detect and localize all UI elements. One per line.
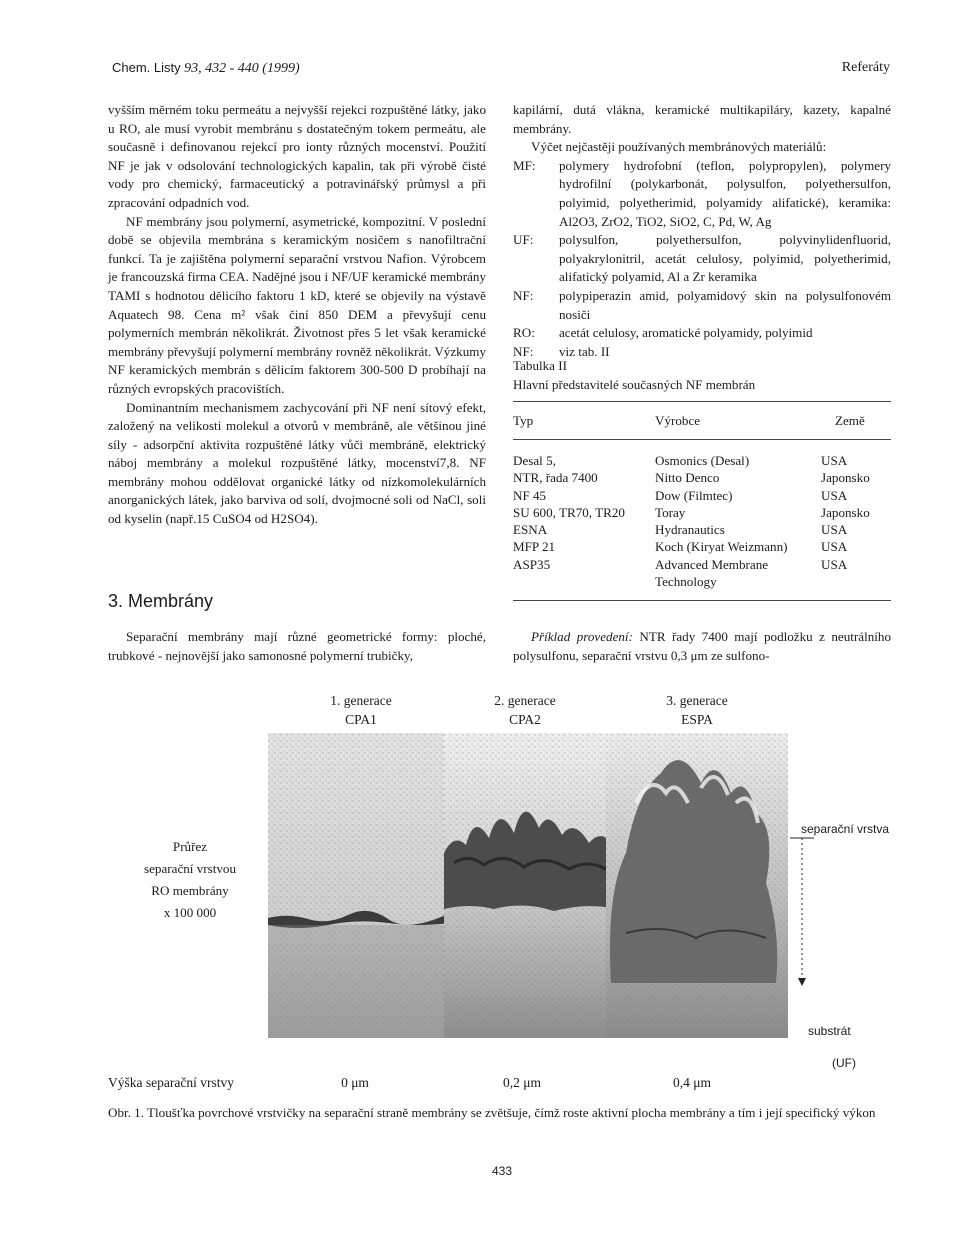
table-header-maker: Výrobce bbox=[655, 413, 701, 428]
section-heading: 3. Membrány bbox=[108, 591, 214, 611]
table-cell: SU 600, TR70, TR20 bbox=[513, 504, 625, 520]
paragraph: Výčet nejčastěji používaných membránových materiálů: bbox=[531, 139, 827, 155]
material-text: polypiperazin amid, polyamidový skin na polysulfonovém nosiči bbox=[559, 287, 891, 322]
material-key: RO: bbox=[513, 325, 535, 341]
substrate-sub-label: (UF) bbox=[832, 1056, 856, 1070]
side-label-line: Průřez bbox=[172, 839, 208, 854]
micrograph-espa bbox=[606, 733, 788, 1038]
table-cell: Dow (Filmtec) bbox=[655, 487, 733, 503]
materials-list bbox=[513, 157, 891, 362]
micrograph-figure bbox=[268, 733, 788, 1038]
separation-layer-label: separační vrstva bbox=[800, 822, 890, 836]
height-value: 0 μm bbox=[341, 1075, 369, 1090]
material-text: acetát celulosy, aromatické polyamidy, polyimid bbox=[559, 325, 813, 341]
material-key: NF: bbox=[513, 343, 534, 359]
table-cell: Japonsko bbox=[821, 504, 870, 520]
list-item bbox=[513, 287, 891, 324]
table-cell: Japonsko bbox=[821, 470, 870, 486]
table-cell: Koch (Kiryat Weizmann) bbox=[655, 539, 788, 555]
side-label-line: separační vrstvou bbox=[144, 861, 236, 876]
example-label: Příklad provedení: bbox=[531, 629, 633, 644]
running-header bbox=[112, 60, 300, 77]
figure-side-label bbox=[120, 836, 260, 924]
height-value: 0,4 μm bbox=[673, 1075, 711, 1090]
table-cell: MFP 21 bbox=[513, 539, 556, 555]
table-cell: USA bbox=[821, 487, 848, 503]
example-paragraph bbox=[513, 628, 891, 665]
table-header-type: Typ bbox=[513, 413, 534, 428]
membrane-name: CPA1 bbox=[345, 712, 377, 727]
table-rule-bottom bbox=[513, 600, 891, 601]
table-header-country: Země bbox=[835, 413, 865, 428]
citation: 93, 432 - 440 (1999) bbox=[184, 61, 300, 76]
side-label-line: x 100 000 bbox=[163, 905, 217, 920]
left-column bbox=[108, 101, 486, 529]
material-key: UF: bbox=[513, 232, 534, 248]
table-cell: Osmonics (Desal) bbox=[655, 453, 750, 468]
right-column bbox=[513, 101, 891, 361]
membrane-name: CPA2 bbox=[509, 712, 541, 727]
table-cell: USA bbox=[821, 522, 848, 538]
material-text: polymery hydrofobní (teflon, polypropylen), polymery hydrofilní (polykarbonát, polysulfon, polyethersulfon, polyimid, polyetherimid, polyamidy alifatické), keramika: Al2O3, ZrO2, TiO2, SiO2, C, Pd, W, Ag bbox=[559, 157, 891, 229]
generation-label: 2. generace bbox=[494, 693, 556, 708]
table-rule-mid bbox=[513, 439, 891, 440]
table-cell: NF 45 bbox=[513, 487, 547, 503]
table-row bbox=[513, 504, 891, 521]
paragraph: NF membrány jsou polymerní, asymetrické, kompozitní. V poslední době se objevila membrána s keramickým nosičem s nanofiltrační funkcí. Ta je zajištěna polymerní separační vrstvou Nafion. Výrobcem je francouzská firma CEA. Nadějné jsou i NF/UF keramické membrány TAMI s hodnotou dělicího faktoru 1 kD, které se objevily na výstavě Aquatech 98. Cena m² však činí 850 DEM a převyšují cenu polymerních membrán několikrát. Životnost přes 5 let však keramické membrány převyšují polymerní membrány rovněž několikrát. Výzkumy NF keramických membrán s dělicím faktorem 300-500 D probíhají na různých evropských pracovištích. bbox=[108, 213, 486, 396]
substrate-label: substrát bbox=[808, 1024, 851, 1038]
side-label-line: RO membrány bbox=[151, 883, 229, 898]
generation-label: 1. generace bbox=[330, 693, 392, 708]
material-text: viz tab. II bbox=[559, 343, 610, 359]
table-cell: Hydranautics bbox=[655, 522, 725, 538]
thickness-arrow-icon bbox=[780, 830, 820, 990]
paragraph: Separační membrány mají různé geometrické formy: ploché, trubkové - nejnovější jako samonosné polymerní trubičky, bbox=[108, 629, 486, 663]
material-text: polysulfon, polyethersulfon, polyvinylidenfluorid, polyakrylonitril, acetát celulosy, polyimid, polyetherimid, alifatický polyamid, Al a Zr keramika bbox=[559, 232, 891, 285]
table-cell: Advanced Membrane Technology bbox=[655, 556, 769, 590]
table-cell: NTR, řada 7400 bbox=[513, 470, 598, 486]
paragraph: vyšším měrném toku permeátu a nejvyšší rejekci rozpuštěné látky, jako u RO, ale musí vyrobit membránu s dostatečným tokem permeátu, ale současně i definovanou rejekcí pro ionty různých mocenství. Použití NF je jak v odsolování technologických kapalin, tak při výrobě čisté vody pro chemický, farmaceutický a potravinářský průmysl a při zpracování odpadních vod. bbox=[108, 102, 486, 210]
table-row bbox=[513, 538, 891, 555]
table-cell: Nitto Denco bbox=[655, 470, 720, 486]
micrograph-cpa2 bbox=[444, 733, 612, 1038]
micrograph-cpa1 bbox=[268, 733, 450, 1038]
list-item bbox=[513, 157, 891, 231]
table-rule-top bbox=[513, 401, 891, 402]
example-text: NTR řady 7400 mají podložku z neutrálního polysulfonu, separační vrstvu 0,3 μm ze sulfono- bbox=[513, 629, 892, 663]
table-cell: USA bbox=[821, 556, 848, 572]
table-cell: USA bbox=[821, 453, 848, 468]
table-row bbox=[513, 487, 891, 504]
paragraph: kapilární, dutá vlákna, keramické multikapiláry, kazety, kapalné membrány. bbox=[513, 102, 891, 136]
table-row bbox=[513, 556, 891, 591]
journal-name: Chem. Listy bbox=[112, 60, 181, 75]
table-cell: USA bbox=[821, 539, 848, 555]
paragraph: Dominantním mechanismem zachycování při NF není sítový efekt, založený na velikosti molekul a otvorů v membráně, ale většinou jiné síly - adsorpční aktivita rozpuštěné látky vůči membráně, elektrický náboj membrány a molekul rozpuštěné látky, mocenství7,8. NF membrány mohou oddělovat organické látky od nízkomolekulárních anorganických látek, jako barviva od solí, dvojmocné soli od NaCl, soli od kyselin (např.15 CuSO4 od H2SO4). bbox=[108, 399, 486, 527]
generation-label: 3. generace bbox=[666, 693, 728, 708]
list-item bbox=[513, 324, 891, 343]
list-item bbox=[513, 231, 891, 287]
height-value: 0,2 μm bbox=[503, 1075, 541, 1090]
table-cell: ESNA bbox=[513, 522, 548, 538]
height-axis-label: Výška separační vrstvy bbox=[108, 1075, 234, 1090]
figure-caption: Obr. 1. Tloušťka povrchové vrstvičky na separační straně membrány se zvětšuje, čímž roste aktivní plocha membrány a tím i její specifický výkon bbox=[108, 1105, 876, 1120]
material-key: MF: bbox=[513, 157, 536, 173]
table-row bbox=[513, 452, 891, 469]
table-caption bbox=[513, 357, 755, 394]
table-body bbox=[513, 452, 891, 590]
section-label: Referáty bbox=[841, 60, 890, 75]
table-label: Tabulka II bbox=[513, 358, 567, 373]
table-cell: Desal 5, bbox=[513, 453, 556, 468]
table-title: Hlavní představitelé současných NF membrán bbox=[513, 376, 756, 392]
material-key: NF: bbox=[513, 287, 534, 303]
table-row bbox=[513, 469, 891, 486]
membrane-name: ESPA bbox=[681, 712, 713, 727]
table-row bbox=[513, 521, 891, 538]
page-number: 433 bbox=[492, 1164, 513, 1178]
table-cell: ASP35 bbox=[513, 556, 551, 572]
table-cell: Toray bbox=[655, 504, 686, 520]
